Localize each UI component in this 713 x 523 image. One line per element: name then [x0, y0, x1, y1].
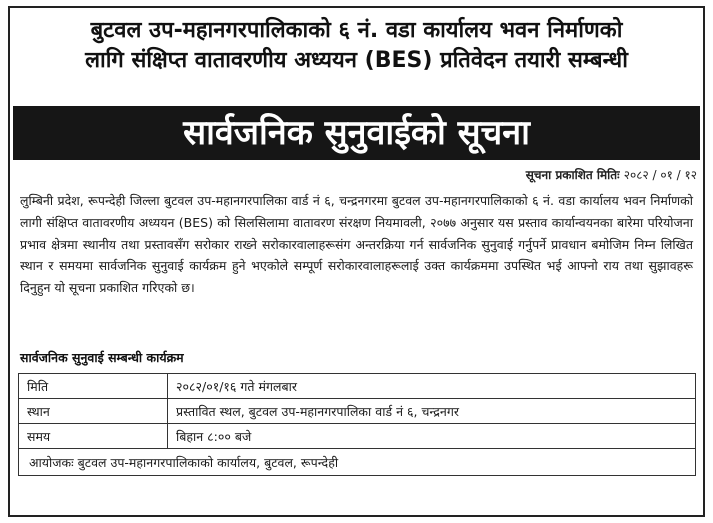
- program-row-time: [19, 424, 696, 449]
- notice-body: लुम्बिनी प्रदेश, रूपन्देही जिल्ला बुटवल उप-महानगरपालिका वार्ड नं ६, चन्द्रनगरमा बुटवल उप-महानगरपालिकाको ६ नं. वडा कार्यालय भवन निर्माणको लागी संक्षिप्त वातावरणीय अध्ययन (BES) को सिलसिलामा वातावरण संरक्षण नियमावली, २०७७ अनुसार यस प्रस्ताव कार्यान्वयनका बारेमा परियोजना प्रभाव क्षेत्रमा स्थानीय तथा प्रस्तावसँग सरोकार राख्ने सरोकारवालाहरूसंग अन्तरक्रिया गर्न सार्वजनिक सुनुवाई गर्नुपर्ने प्रावधान बमोजिम निम्न लिखित स्थान र समयमा सार्वजनिक सुनुवाई कार्यक्रम हुने भएकोले सम्पूर्ण सरोकारवालाहरूलाई उक्त कार्यक्रममा उपस्थित भई आफ्नो राय तथा सुझावहरू दिनुहुन यो सूचना प्रकाशित गरिएको छ।: [20, 193, 693, 296]
- publication-date-label: सूचना प्रकाशित मितिः: [525, 168, 620, 182]
- program-row-date: [19, 374, 696, 399]
- date-value: २०८२/०१/१६ गते मंगलबार: [168, 374, 696, 399]
- public-hearing-banner: सार्वजनिक सुनुवाईको सूचना: [13, 106, 700, 160]
- time-value: बिहान ८:०० बजे: [168, 424, 696, 449]
- title-line-2: लागि संक्षिप्त वातावरणीय अध्ययन (BES) प्रतिवेदन तयारी सम्बन्धी: [85, 48, 628, 73]
- notice-title: [10, 16, 703, 76]
- place-value: प्रस्तावित स्थल, बुटवल उप-महानगरपालिका वार्ड नं ६, चन्द्रनगर: [168, 399, 696, 424]
- place-label: स्थान: [19, 399, 168, 424]
- program-row-organizer: [19, 449, 696, 476]
- program-heading: सार्वजनिक सुनुवाई सम्बन्धी कार्यक्रम: [20, 350, 184, 365]
- publication-date: [526, 166, 697, 184]
- title-line-1: बुटवल उप-महानगरपालिकाको ६ नं. वडा कार्यालय भवन निर्माणको: [90, 18, 623, 43]
- program-table: [18, 373, 696, 476]
- program-row-place: [19, 399, 696, 424]
- publication-date-value: २०८२ / ०१ / १२: [623, 168, 697, 182]
- organizer: आयोजकः बुटवल उप-महानगरपालिकाको कार्यालय, बुटवल, रूपन्देही: [19, 449, 696, 476]
- time-label: समय: [19, 424, 168, 449]
- date-label: मिति: [19, 374, 168, 399]
